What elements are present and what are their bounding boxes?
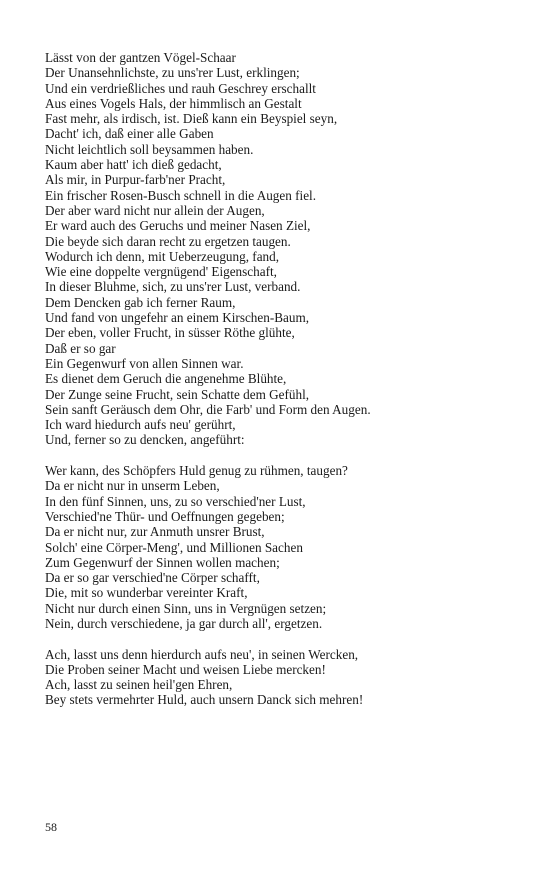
poem-line: Zum Gegenwurf der Sinnen wollen machen; bbox=[45, 554, 280, 570]
poem-line: Bey stets vermehrter Huld, auch unsern Danck sich mehren! bbox=[45, 692, 364, 708]
poem-stanza bbox=[45, 463, 525, 631]
poem-line: Nicht nur durch einen Sinn, uns in Vergnügen setzen; bbox=[45, 600, 327, 616]
poem-stanza bbox=[45, 50, 525, 448]
poem-line: Die Proben seiner Macht und weisen Liebe mercken! bbox=[45, 661, 326, 677]
poem-line: Die, mit so wunderbar vereinter Kraft, bbox=[45, 585, 248, 601]
poem-stanza bbox=[45, 647, 525, 708]
poem-text bbox=[45, 50, 525, 723]
poem-line: Und ein verdrießliches und rauh Geschrey erschallt bbox=[45, 80, 316, 96]
poem-line: In dieser Bluhme, sich, zu uns'rer Lust, verband. bbox=[45, 279, 301, 295]
poem-line: Da er nicht nur in unserm Leben, bbox=[45, 478, 220, 494]
poem-line: Wie eine doppelte vergnügend' Eigenschaft, bbox=[45, 264, 277, 280]
poem-line: Ich ward hiedurch aufs neu' gerührt, bbox=[45, 417, 236, 433]
poem-line: Verschied'ne Thür- und Oeffnungen gegeben; bbox=[45, 508, 285, 524]
poem-line: Der Zunge seine Frucht, sein Schatte dem Gefühl, bbox=[45, 386, 310, 402]
poem-line: In den fünf Sinnen, uns, zu so verschied'ner Lust, bbox=[45, 493, 306, 509]
poem-line: Der Unansehnlichste, zu uns'rer Lust, erklingen; bbox=[45, 65, 300, 81]
poem-line: Aus eines Vogels Hals, der himmlisch an Gestalt bbox=[45, 95, 302, 111]
poem-line: Die beyde sich daran recht zu ergetzen taugen. bbox=[45, 233, 291, 249]
poem-line: Ein frischer Rosen-Busch schnell in die Augen fiel. bbox=[45, 187, 317, 203]
poem-line: Fast mehr, als irdisch, ist. Dieß kann ein Beyspiel seyn, bbox=[45, 111, 338, 127]
poem-line: Nein, durch verschiedene, ja gar durch all', ergetzen. bbox=[45, 615, 323, 631]
poem-line: Ach, lasst zu seinen heil'gen Ehren, bbox=[45, 677, 233, 693]
poem-line: Als mir, in Purpur-farb'ner Pracht, bbox=[45, 172, 226, 188]
poem-line: Sein sanft Geräusch dem Ohr, die Farb' und Form den Augen. bbox=[45, 401, 371, 417]
poem-line: Dacht' ich, daß einer alle Gaben bbox=[45, 126, 214, 142]
poem-line: Lässt von der gantzen Vögel-Schaar bbox=[45, 50, 236, 65]
poem-line: Der eben, voller Frucht, in süsser Röthe glühte, bbox=[45, 325, 295, 341]
poem-line: Dem Dencken gab ich ferner Raum, bbox=[45, 294, 236, 310]
poem-line: Da er nicht nur, zur Anmuth unsrer Brust, bbox=[45, 524, 265, 540]
poem-line: Kaum aber hatt' ich dieß gedacht, bbox=[45, 157, 222, 173]
poem-line: Solch' eine Cörper-Meng', und Millionen Sachen bbox=[45, 539, 303, 555]
poem-line: Nicht leichtlich soll beysammen haben. bbox=[45, 141, 254, 157]
poem-line: Es dienet dem Geruch die angenehme Blühte, bbox=[45, 371, 287, 387]
poem-line: Und, ferner so zu dencken, angeführt: bbox=[45, 432, 245, 448]
poem-line: Wodurch ich denn, mit Ueberzeugung, fand, bbox=[45, 248, 280, 264]
poem-line: Ach, lasst uns denn hierdurch aufs neu', in seinen Wercken, bbox=[45, 646, 359, 662]
page-number: 58 bbox=[45, 820, 57, 834]
poem-line: Da er so gar verschied'ne Cörper schafft, bbox=[45, 570, 260, 586]
poem-line: Er ward auch des Geruchs und meiner Nasen Ziel, bbox=[45, 218, 311, 234]
poem-line: Ein Gegenwurf von allen Sinnen war. bbox=[45, 355, 244, 371]
poem-line: Wer kann, des Schöpfers Huld genug zu rühmen, taugen? bbox=[45, 463, 348, 479]
poem-line: Daß er so gar bbox=[45, 340, 116, 356]
poem-line: Der aber ward nicht nur allein der Augen, bbox=[45, 202, 265, 218]
poem-line: Und fand von ungefehr an einem Kirschen-Baum, bbox=[45, 310, 310, 326]
